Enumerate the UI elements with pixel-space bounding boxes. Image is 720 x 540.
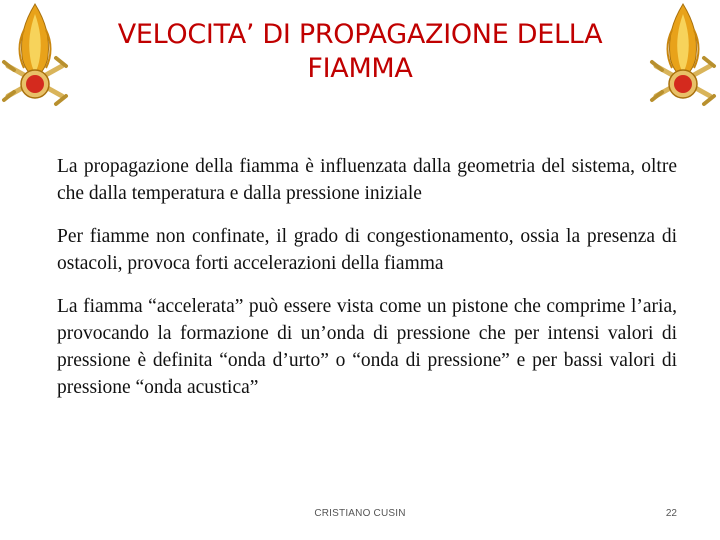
paragraph-unconfined-flames: Per fiamme non confinate, il grado di congestionamento, ossia la presenza di ostacoli, provoca forti accelerazioni della fiamma (57, 226, 677, 274)
paragraph-accelerated-flame: La fiamma “accelerata” può essere vista come un pistone che comprime l’aria, provocando la formazione di un’onda di pressione che per intensi valori di pressione è definita “onda d’urto” o “onda di pressione” e per bassi valori di pressione “onda acustica” (57, 296, 677, 398)
fire-brigade-emblem-icon (648, 0, 718, 112)
paragraph-flame-propagation: La propagazione della fiamma è influenzata dalla geometria del sistema, oltre che dalla temperatura e dalla pressione iniziale (57, 156, 677, 204)
page-number: 22 (665, 508, 677, 519)
slide-body (57, 153, 677, 417)
slide-title: VELOCITA’ DI PROPAGAZIONE DELLA FIAMMA (117, 19, 603, 84)
fire-brigade-emblem-icon (0, 0, 70, 112)
footer-author: CRISTIANO CUSIN (314, 508, 406, 519)
